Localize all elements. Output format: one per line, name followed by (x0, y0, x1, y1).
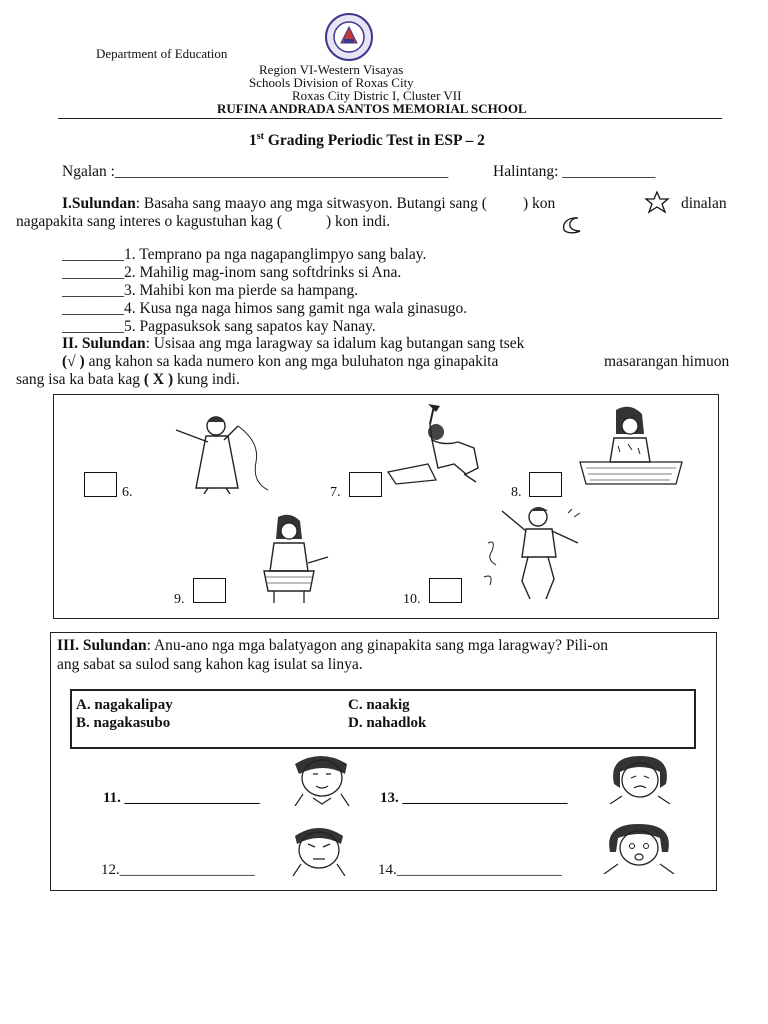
face-drawing-11 (283, 752, 361, 806)
part1-text-d: nagapakita sang interes o kagustuhan kag ( (16, 213, 282, 230)
deped-seal-icon (322, 12, 376, 62)
part1-item-5[interactable]: ________5. Pagpasuksok sang sapatos kay Nanay. (62, 318, 376, 335)
answer-14[interactable]: 14.______________________ (378, 862, 562, 878)
checkbox-8[interactable] (529, 472, 562, 497)
section-field[interactable] (493, 163, 655, 181)
answer-11-text[interactable]: 11. __________________ (103, 790, 260, 806)
region-name: Region VI-Western Visayas (259, 62, 404, 77)
test-title (249, 131, 485, 150)
school-name: RUFINA ANDRADA SANTOS MEMORIAL SCHOOL (217, 101, 527, 116)
name-label: Ngalan : (62, 163, 115, 180)
part2-heading: II. Sulundan (62, 335, 146, 352)
title-text: Grading Periodic Test in ESP – 2 (263, 132, 485, 150)
number-8: 8. (511, 485, 522, 500)
part2-line2 (62, 353, 498, 371)
chopping-boy-drawing (384, 402, 486, 490)
choice-a: A. nagakalipay (76, 697, 173, 713)
header-rule (58, 118, 722, 119)
part2-text-e: kung indi. (173, 371, 240, 388)
part2-text-b: ang kahon sa kada numero kon ang mga buluhaton nga ginapakita (84, 353, 499, 370)
check-symbol: (√ ) (62, 353, 85, 370)
choice-c: C. naakig (348, 697, 410, 713)
part3-line1 (57, 637, 608, 655)
part1-item-3[interactable]: ________3. Mahibi kon ma pierde sa hampang. (62, 282, 359, 299)
part1-item-4[interactable]: ________4. Kusa nga naga himos sang gamit nga wala ginasugo. (62, 300, 468, 317)
part1-text-c: dinalan (681, 195, 727, 212)
answer-11[interactable] (103, 790, 260, 807)
checkbox-10[interactable] (429, 578, 462, 603)
part3-heading: III. Sulundan (57, 637, 147, 654)
number-10: 10. (403, 592, 421, 607)
department-name: Department of Education (96, 46, 228, 61)
face-drawing-14 (592, 822, 686, 874)
number-9: 9. (174, 592, 185, 607)
cooking-girl-drawing (244, 513, 334, 605)
part1-line1 (62, 195, 555, 213)
checkbox-7[interactable] (349, 472, 382, 497)
part2-text-d: sang isa ka bata kag (16, 371, 144, 388)
answer-13[interactable]: 13. ______________________ (380, 790, 568, 806)
part3-line2: ang sabat sa sulod sang kahon kag isulat sa linya. (57, 656, 363, 673)
choice-d: D. nahadlok (348, 715, 427, 731)
part2-text-c: masarangan himuon (604, 353, 730, 370)
number-7: 7. (330, 485, 341, 500)
name-field[interactable] (62, 163, 448, 181)
section-line[interactable]: ____________ (562, 163, 656, 180)
title-superscript: st (256, 131, 264, 142)
section-label: Halintang: (493, 163, 559, 180)
part1-text-a: : Basaha sang maayo ang mga sitwasyon. Butangi sang ( (135, 195, 487, 212)
moon-icon (556, 215, 586, 235)
part1-text-b: ) kon (522, 195, 556, 212)
part2-line3 (16, 371, 240, 389)
title-number: 1 (249, 132, 257, 150)
answer-12[interactable]: 12.__________________ (101, 862, 255, 878)
singing-girl-drawing (168, 412, 286, 494)
district-name: Roxas City Distric I, Cluster VII (292, 88, 462, 103)
choice-b: B. nagakasubo (76, 715, 171, 731)
x-symbol: ( X ) (143, 371, 174, 388)
part1-text-e: ) kon indi. (326, 213, 391, 230)
checkbox-6[interactable] (84, 472, 117, 497)
dishwashing-girl-drawing (572, 404, 690, 490)
dancing-boy-drawing (482, 503, 586, 603)
part2-text-a: : Usisaa ang mga laragway sa idalum kag butangan sang tsek (145, 335, 525, 352)
number-6: 6. (122, 485, 133, 500)
division-name: Schools Division of Roxas City (249, 75, 414, 90)
part3-text-a: : Anu-ano nga mga balatyagon ang ginapakita sang mga laragway? Pili-on (146, 637, 609, 654)
part1-item-2[interactable]: ________2. Mahilig mag-inom sang softdrinks si Ana. (62, 264, 402, 281)
part2-line1 (62, 335, 524, 353)
part1-item-1[interactable]: ________1. Temprano pa nga nagapanglimpyo sang balay. (62, 246, 427, 263)
face-drawing-13 (594, 754, 686, 804)
part1-heading: I.Sulundan (62, 195, 136, 212)
star-icon (643, 190, 673, 214)
checkbox-9[interactable] (193, 578, 226, 603)
part1-line2 (16, 213, 390, 231)
name-line[interactable]: ___________________________________________ (114, 163, 449, 180)
face-drawing-12 (279, 822, 359, 876)
